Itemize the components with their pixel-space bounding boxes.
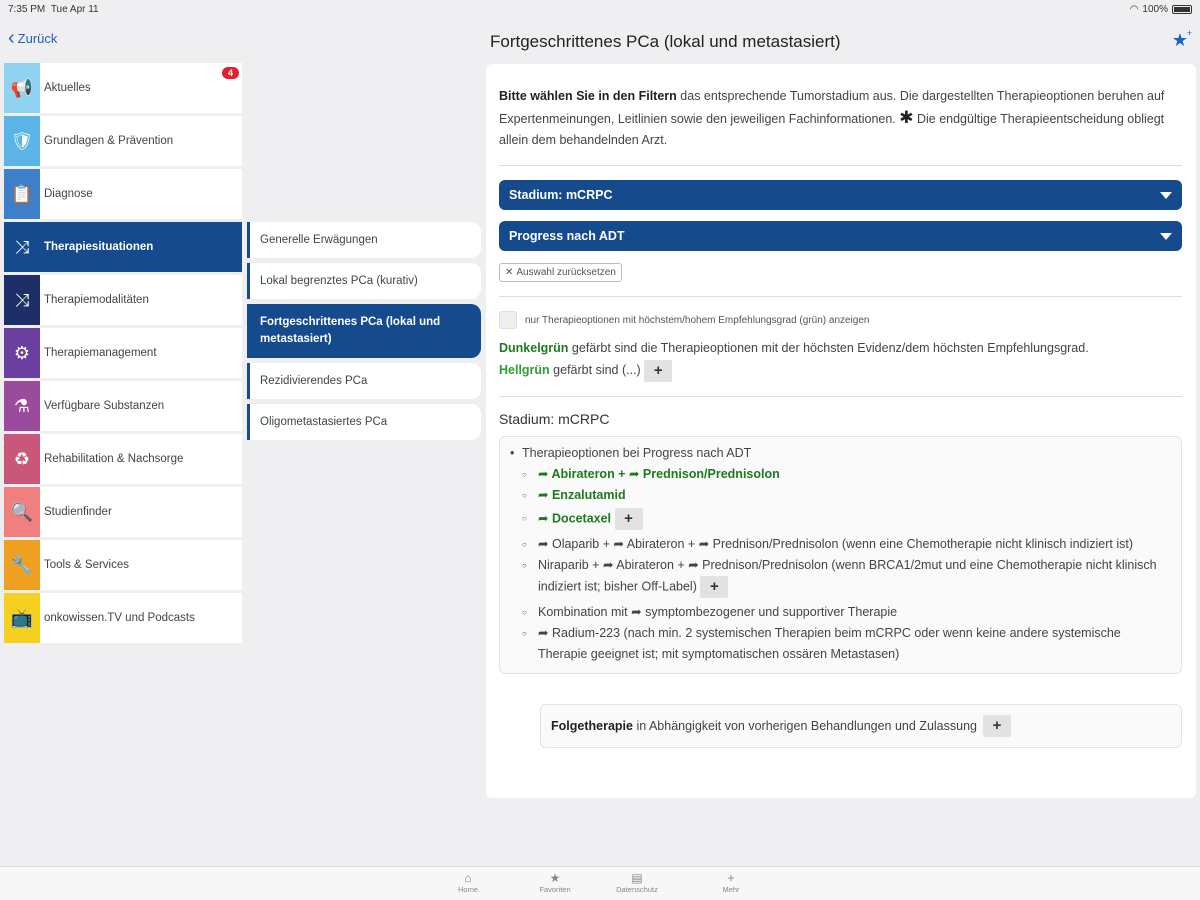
- menu-item-therapiemodalit-ten[interactable]: [4, 275, 242, 325]
- gear-icon: ⚙: [4, 328, 40, 378]
- favorite-star-icon[interactable]: ★ +: [1171, 28, 1192, 50]
- share-arrow-icon: ➦: [602, 557, 614, 572]
- tab-label: Datenschutz: [616, 885, 658, 894]
- color-legend: Dunkelgrün gefärbt sind die Therapieoptionen mit der höchsten Evidenz/dem höchsten Empfehlungsgrad. Hellgrün gefärbt sind (...) +: [499, 337, 1182, 382]
- followup-box: Folgetherapie in Abhängigkeit von vorherigen Behandlungen und Zulassung +: [540, 704, 1182, 748]
- filter-checkbox-row: nur Therapieoptionen mit höchstem/hohem Empfehlungsgrad (grün) anzeigen: [499, 311, 1182, 329]
- content-card: [486, 64, 1196, 798]
- menu-item-studienfinder[interactable]: [4, 487, 242, 537]
- list-item: • Therapieoptionen bei Progress nach ADT: [508, 443, 1171, 464]
- section-title: Stadium: mCRPC: [499, 410, 610, 427]
- list-item: [508, 485, 1171, 506]
- tab-datenschutz[interactable]: [607, 871, 667, 894]
- intro-text: Bitte wählen Sie in den Filtern das entsprechende Tumorstadium aus. Die dargestellten Therapieoptionen beruhen auf Expertenmeinungen, Leitlinien sowie den jeweiligen Fachinformationen. ✱ Die endgültige Therapieentscheidung obliegt allein dem behandelnden Arzt.: [499, 89, 1165, 147]
- share-arrow-icon: ➦: [538, 466, 549, 481]
- submenu-item[interactable]: Rezidivierendes PCa: [247, 363, 481, 399]
- therapy-link[interactable]: Abirateron: [626, 536, 685, 551]
- menu-item-label: Therapiemodalitäten: [44, 294, 149, 306]
- therapy-options-box: [499, 436, 1182, 674]
- therapy-link[interactable]: Olaparib: [551, 536, 600, 551]
- list-item: ○ Kombination mit ➦ symptombezogener und supportiver Therapie: [508, 602, 1171, 623]
- therapy-link[interactable]: Abirateron: [616, 557, 674, 572]
- menu-item-label: Rehabilitation & Nachsorge: [44, 453, 184, 465]
- menu-item-label: Studienfinder: [44, 506, 112, 518]
- shield-icon: 🛡: [4, 116, 40, 166]
- expand-legend-button[interactable]: +: [644, 360, 672, 382]
- tab-home[interactable]: [438, 871, 498, 894]
- expand-button[interactable]: +: [700, 576, 728, 598]
- high-recommendation-checkbox[interactable]: [499, 311, 517, 329]
- share-arrow-icon: ➦: [538, 487, 549, 502]
- menu-item-label: Aktuelles: [44, 82, 91, 94]
- tab-favoriten[interactable]: [525, 871, 585, 894]
- caret-down-icon: [1160, 233, 1172, 240]
- status-right: [1130, 4, 1192, 15]
- submenu-item[interactable]: Oligometastasiertes PCa: [247, 404, 481, 440]
- therapy-link[interactable]: Prednison/Prednisolon: [642, 466, 780, 481]
- menu-item-label: onkowissen.TV und Podcasts: [44, 612, 195, 624]
- list-item: ○ ➦ Radium-223 (nach min. 2 systemischen Therapien beim mCRPC oder wenn keine andere systemische Therapie geeignet ist; mit symptomatischen ossären Metastasen): [508, 623, 1171, 665]
- list-item: [508, 508, 1171, 530]
- back-button[interactable]: ‹ Zurück: [8, 26, 58, 49]
- submenu-item[interactable]: Generelle Erwägungen: [247, 222, 481, 258]
- menu-item-therapiemanagement[interactable]: [4, 328, 242, 378]
- list-item: ○ ➦ Abirateron + ➦ Prednison/Prednisolon: [508, 464, 1171, 485]
- expand-button[interactable]: +: [615, 508, 643, 530]
- therapy-link[interactable]: Enzalutamid: [551, 487, 626, 502]
- caret-down-icon: [1160, 192, 1172, 199]
- battery-percent: 100%: [1142, 4, 1168, 15]
- menu-item-label: Tools & Services: [44, 559, 130, 571]
- clipboard-icon: 📋: [4, 169, 40, 219]
- menu-item-label: Therapiemanagement: [44, 347, 157, 359]
- stadium-filter-select[interactable]: Stadium: mCRPC: [499, 180, 1182, 210]
- reset-selection-button[interactable]: ✕ Auswahl zurücksetzen: [499, 263, 622, 282]
- status-bar: [0, 0, 1200, 18]
- status-time: 7:35 PM Tue Apr 11: [8, 4, 99, 15]
- shuffle-icon: ⤨: [4, 275, 40, 325]
- tv-icon: 📺: [4, 593, 40, 643]
- share-arrow-icon: ➦: [613, 536, 624, 551]
- page-title: Fortgeschrittenes PCa (lokal und metastasiert): [490, 32, 841, 51]
- magnifier-icon: 🔍: [4, 487, 40, 537]
- share-arrow-icon: ➦: [628, 466, 640, 481]
- divider: [499, 165, 1182, 166]
- notification-badge: 4: [222, 67, 239, 79]
- share-arrow-icon: ➦: [688, 557, 699, 572]
- tab-label: Mehr: [722, 885, 740, 894]
- share-arrow-icon: ➦: [538, 625, 549, 640]
- menu-item-tools-services[interactable]: [4, 540, 242, 590]
- wrench-icon: 🔧: [4, 540, 40, 590]
- main-menu: [4, 63, 242, 646]
- bottom-tab-bar: [0, 866, 1200, 900]
- menu-item-diagnose[interactable]: [4, 169, 242, 219]
- share-arrow-icon: ➦: [538, 511, 549, 525]
- menu-item-label: Grundlagen & Prävention: [44, 135, 174, 147]
- menu-item-verf-gbare-substanzen[interactable]: [4, 381, 242, 431]
- list-item: ○ Niraparib + ➦ Abirateron + ➦ Prednison/Prednisolon (wenn BRCA1/2mut und eine Chemotherapie nicht klinisch indiziert ist; bisher Off-Label) +: [508, 555, 1171, 598]
- wifi-icon: ◠: [1129, 4, 1139, 15]
- menu-item-onkowissen-tv-und-podcasts[interactable]: [4, 593, 242, 643]
- tab-label: Home: [457, 885, 478, 894]
- progress-filter-select[interactable]: Progress nach ADT: [499, 221, 1182, 251]
- close-icon: ✕: [505, 267, 514, 278]
- sub-menu: [247, 222, 481, 445]
- tab-mehr[interactable]: [701, 871, 761, 894]
- plus-icon: +: [727, 871, 735, 885]
- pill-icon: ⚗: [4, 381, 40, 431]
- tab-label: Favoriten: [539, 885, 571, 894]
- star-icon: ★: [549, 871, 561, 885]
- shuffle-icon: ⤨: [4, 222, 40, 272]
- menu-item-grundlagen-pr-vention[interactable]: [4, 116, 242, 166]
- menu-item-therapiesituationen[interactable]: [4, 222, 242, 272]
- menu-item-rehabilitation-nachsorge[interactable]: [4, 434, 242, 484]
- therapy-link[interactable]: Docetaxel: [551, 511, 612, 525]
- menu-item-label: Diagnose: [44, 188, 93, 200]
- rehab-icon: ♻: [4, 434, 40, 484]
- document-icon: ▤: [631, 871, 643, 885]
- submenu-item[interactable]: Lokal begrenztes PCa (kurativ): [247, 263, 481, 299]
- home-icon: ⌂: [464, 871, 472, 885]
- divider: [499, 296, 1182, 297]
- submenu-item[interactable]: Fortgeschrittenes PCa (lokal und metastasiert): [247, 304, 481, 358]
- chevron-left-icon: ‹: [8, 26, 15, 49]
- battery-icon: [1172, 5, 1192, 14]
- menu-item-label: Verfügbare Substanzen: [44, 400, 165, 412]
- expand-followup-button[interactable]: +: [983, 715, 1011, 737]
- share-arrow-icon: ➦: [631, 604, 642, 619]
- share-arrow-icon: ➦: [538, 536, 549, 551]
- divider: [499, 396, 1182, 397]
- therapy-link[interactable]: Abirateron: [551, 466, 615, 481]
- therapy-link[interactable]: symptombezogener und supportiver Therapie: [645, 604, 898, 619]
- share-arrow-icon: ➦: [698, 536, 710, 551]
- menu-item-aktuelles[interactable]: [4, 63, 242, 113]
- asterisk-icon: ✱: [899, 108, 914, 127]
- megaphone-icon: 📢: [4, 63, 40, 113]
- list-item: ○ ➦ Olaparib + ➦ Abirateron + ➦ Prednison/Prednisolon (wenn eine Chemotherapie nicht klinisch indiziert ist): [508, 534, 1171, 555]
- menu-item-label: Therapiesituationen: [44, 241, 154, 253]
